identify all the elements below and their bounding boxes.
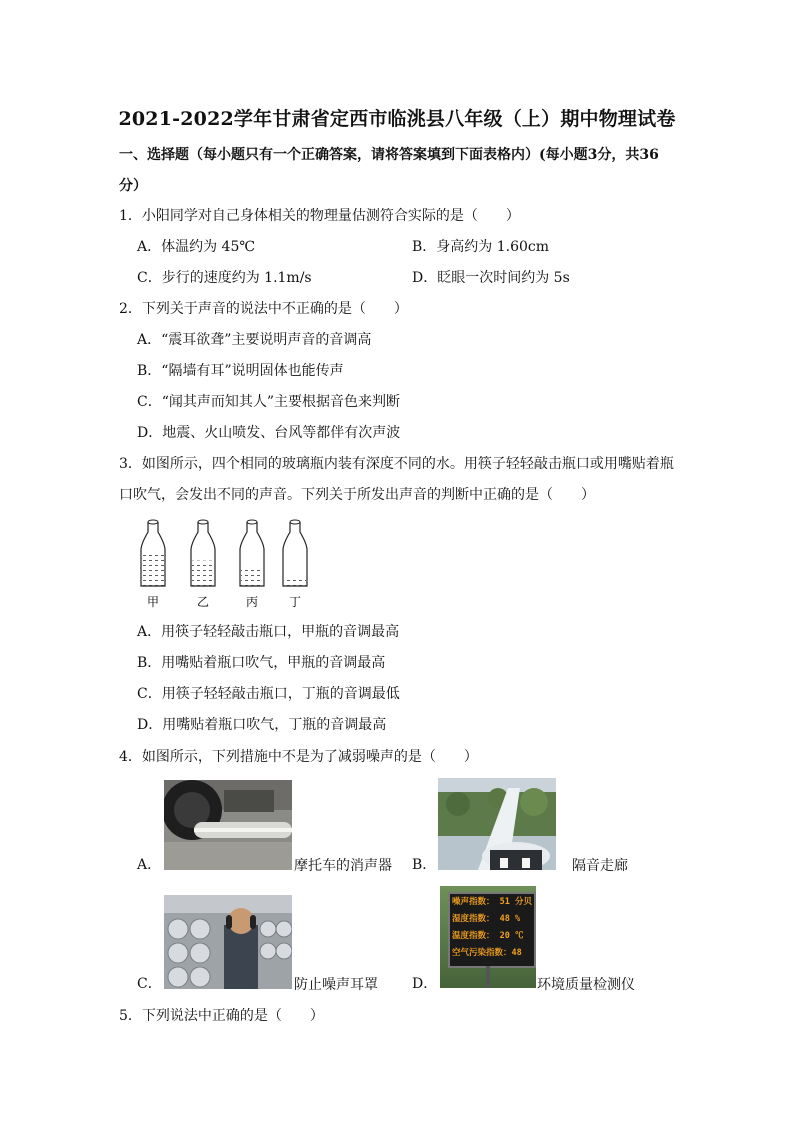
q3-option-b: B．用嘴贴着瓶口吹气，甲瓶的音调最高 bbox=[137, 655, 386, 671]
bottle-1 bbox=[141, 520, 165, 609]
q4-option-c-letter: C． bbox=[137, 976, 162, 992]
question-4-stem: 4．如图所示，下列措施中不是为了减弱噪声的是（ ） bbox=[119, 749, 478, 765]
q2-option-d: D．地震、火山喷发、台风等都伴有次声波 bbox=[137, 425, 401, 441]
q1-option-d: D．眨眼一次时间约为 5s bbox=[412, 270, 570, 286]
q2-option-a: A．“震耳欲聋”主要说明声音的音调高 bbox=[137, 332, 372, 348]
earmuff-worker-photo bbox=[164, 895, 292, 989]
display-noise-row: 噪声指数： 51 分贝 bbox=[452, 897, 532, 907]
sound-insulation-corridor-photo bbox=[438, 778, 556, 870]
q4-option-c-label: 防止噪声耳罩 bbox=[294, 977, 378, 993]
bottles-figure bbox=[130, 518, 330, 614]
bottle-3 bbox=[240, 520, 264, 609]
display-temperature-row: 温度指数： 20 ℃ bbox=[452, 931, 524, 941]
question-5-stem: 5．下列说法中正确的是（ ） bbox=[119, 1008, 324, 1024]
bottle-water bbox=[284, 576, 306, 586]
question-3-stem: 3．如图所示，四个相同的玻璃瓶内装有深度不同的水。用筷子轻轻敲击瓶口或用嘴贴着瓶口吹气，会发出不同的声音。下列关于所发出声音的判断中正确的是（ ） bbox=[119, 456, 674, 503]
question-2-stem: 2．下列关于声音的说法中不正确的是（ ） bbox=[119, 301, 408, 317]
bottle-label: 乙 bbox=[196, 595, 210, 609]
bottle-mouth bbox=[198, 520, 208, 524]
q3-option-a: A．用筷子轻轻敲击瓶口，甲瓶的音调最高 bbox=[137, 624, 400, 640]
q2-option-c: C．“闻其声而知其人”主要根据音色来判断 bbox=[137, 394, 401, 410]
bottle-mouth bbox=[148, 520, 158, 524]
bottle-water bbox=[192, 561, 214, 586]
bottle-2 bbox=[191, 520, 215, 609]
bottle-4 bbox=[283, 520, 307, 609]
q4-option-d-letter: D． bbox=[412, 976, 438, 992]
q3-option-d: D．用嘴贴着瓶口吹气，丁瓶的音调最高 bbox=[137, 717, 387, 733]
q3-option-c: C．用筷子轻轻敲击瓶口，丁瓶的音调最低 bbox=[137, 686, 400, 702]
q1-option-c: C．步行的速度约为 1.1m/s bbox=[137, 270, 312, 286]
display-air-row: 空气污染指数：48 bbox=[452, 948, 522, 958]
q4-option-a-letter: A． bbox=[137, 857, 162, 873]
bottle-mouth bbox=[247, 520, 257, 524]
q4-option-b-letter: B． bbox=[412, 857, 437, 873]
bottle-mouth bbox=[290, 520, 300, 524]
environment-monitor-photo bbox=[440, 886, 536, 988]
q1-option-a: A．体温约为 45℃ bbox=[137, 239, 256, 255]
motorcycle-muffler-photo bbox=[164, 780, 292, 870]
q4-option-b-label: 隔音走廊 bbox=[572, 858, 628, 874]
bottle-water bbox=[241, 569, 263, 586]
page-title: 2021-2022学年甘肃省定西市临洮县八年级（上）期中物理试卷 bbox=[118, 108, 676, 130]
q2-option-b: B．“隔墙有耳”说明固体也能传声 bbox=[137, 363, 344, 379]
section-heading: 一、选择题（每小题只有一个正确答案，请将答案填到下面表格内）(每小题3分，共36分） bbox=[119, 147, 659, 194]
display-humidity-row: 湿度指数： 48 % bbox=[452, 914, 521, 924]
bottle-label: 丙 bbox=[245, 595, 259, 609]
bottle-water bbox=[142, 555, 164, 586]
q4-option-d-label: 环境质量检测仪 bbox=[537, 977, 635, 993]
question-1-stem: 1．小阳同学对自己身体相关的物理量估测符合实际的是（ ） bbox=[119, 208, 520, 224]
q4-option-a-label: 摩托车的消声器 bbox=[294, 858, 392, 874]
q1-option-b: B．身高约为 1.60cm bbox=[412, 239, 550, 255]
bottle-label: 甲 bbox=[146, 595, 160, 609]
bottle-label: 丁 bbox=[288, 595, 302, 609]
